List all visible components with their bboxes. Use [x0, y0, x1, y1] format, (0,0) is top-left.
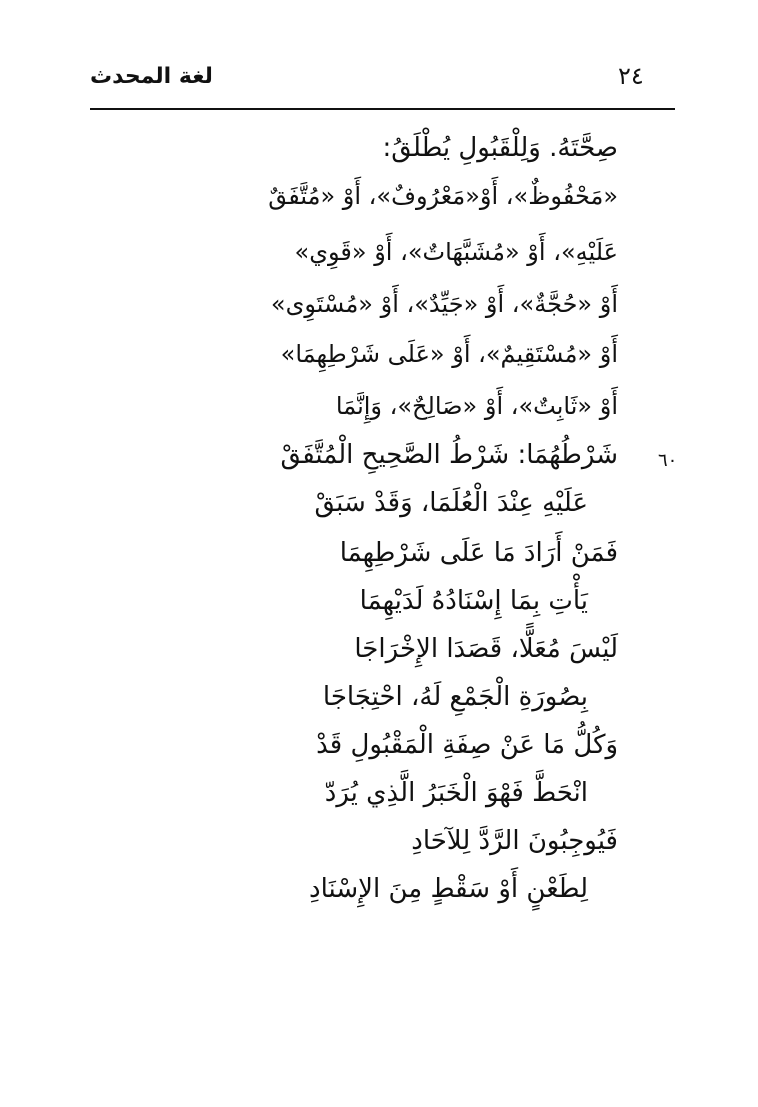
- text-line: أَوْ «ثَابِتٌ»، أَوْ «صَالِحٌ»، وَإِنَّمَا: [335, 392, 618, 420]
- text-line: أَوْ «حُجَّةٌ»، أَوْ «جَيِّدٌ»، أَوْ «مُسْتَوِى»: [270, 290, 618, 318]
- verse-line: لِطَعْنٍ أَوْ سَقْطٍ مِنَ الإِسْنَادِ: [309, 874, 588, 904]
- verse-line: فَمَنْ أَرَادَ مَا عَلَى شَرْطِهِمَا: [339, 538, 618, 568]
- header-rule: [90, 108, 675, 110]
- verse-line: بِصُورَةِ الْجَمْعِ لَهُ، احْتِجَاجَا: [322, 682, 588, 712]
- margin-number: ٦٠: [658, 450, 678, 471]
- page-number: ٢٤: [618, 62, 644, 90]
- verse-line: انْحَطَّ فَهْوَ الْخَبَرُ الَّذِي يُرَدّ: [324, 778, 588, 808]
- text-line: عَلَيْهِ»، أَوْ «مُشَبَّهَاتٌ»، أَوْ «قَوِي»: [294, 238, 618, 266]
- text-line: أَوْ «مُسْتَقِيمٌ»، أَوْ «عَلَى شَرْطِهِمَا»: [280, 340, 618, 368]
- running-title: لغة المحدث: [90, 64, 213, 89]
- verse-line: عَلَيْهِ عِنْدَ الْعُلَمَا، وَقَدْ سَبَقْ: [314, 488, 588, 518]
- verse-line: وَكُلُّ مَا عَنْ صِفَةِ الْمَقْبُولِ قَدْ: [316, 730, 618, 760]
- verse-line: لَيْسَ مُعَلًّا، قَصَدَا الإِخْرَاجَا: [354, 634, 618, 664]
- verse-line: يَأْتِ بِمَا إِسْنَادُهُ لَدَيْهِمَا: [359, 586, 588, 616]
- verse-line: فَيُوجِبُونَ الرَّدَّ لِلآحَادِ: [411, 826, 618, 856]
- text-line: صِحَّتَهُ. وَلِلْقَبُولِ يُطْلَقُ:: [382, 133, 618, 163]
- verse-line: شَرْطُهُمَا: شَرْطُ الصَّحِيحِ الْمُتَّفَقْ: [280, 440, 618, 470]
- text-line: «مَحْفُوظٌ»، أَوْ«مَعْرُوفٌ»، أَوْ «مُتَّفَقٌ: [268, 182, 618, 210]
